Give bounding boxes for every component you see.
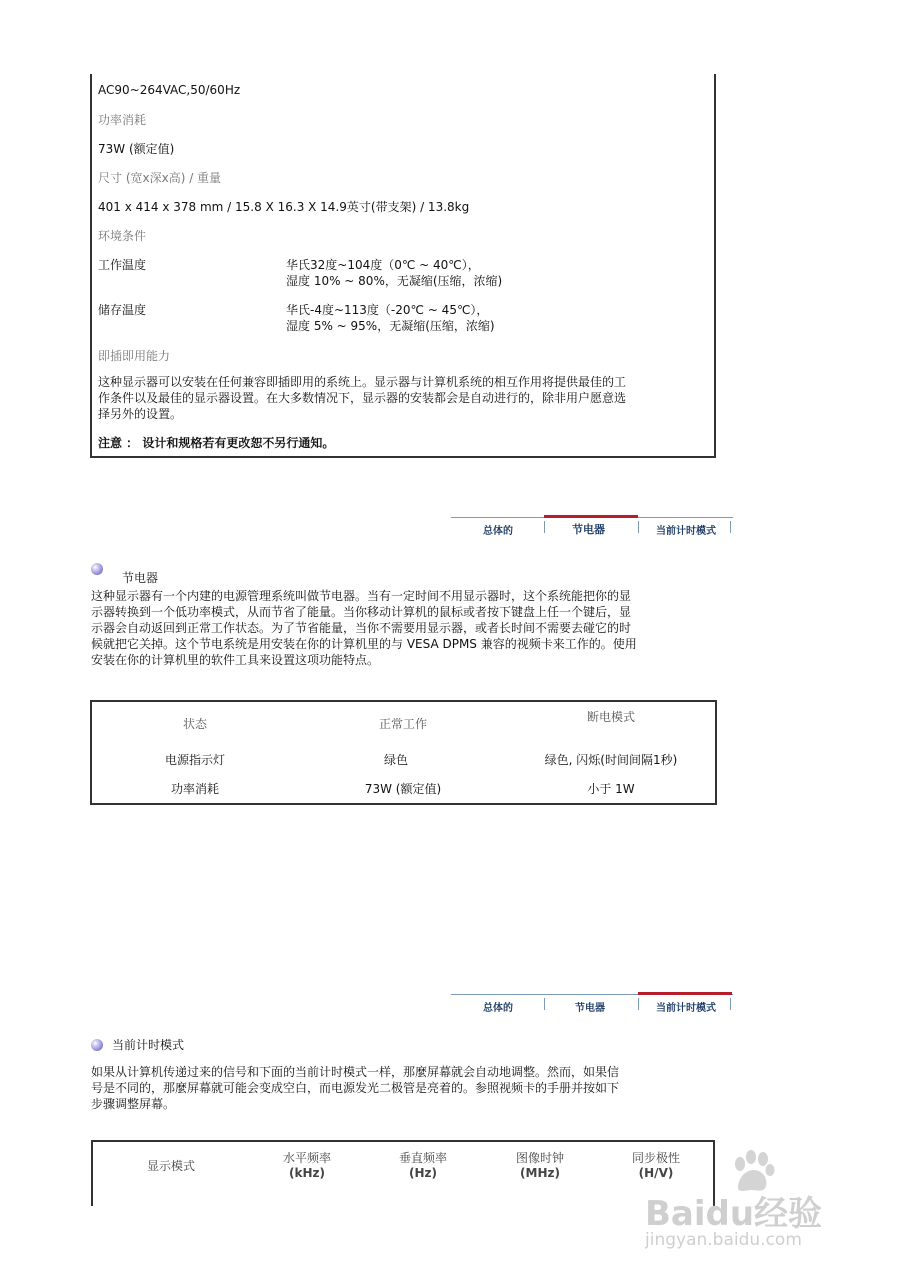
nav-bar-1 xyxy=(451,512,733,537)
timing-table-left-border xyxy=(91,1140,93,1206)
bullet-icon xyxy=(91,1039,103,1051)
tab-timing-modes[interactable]: 当前计时模式 xyxy=(656,526,716,537)
pnp-line2: 作条件以及最佳的显示器设置。在大多数情况下，显示器的安装都会是自动进行的，除非用户愿意选 xyxy=(98,391,627,405)
op-temp-label: 工作温度 xyxy=(98,258,147,272)
timing-header: 垂直频率 xyxy=(398,1151,447,1165)
timing-line1: 如果从计算机传递过来的信号和下面的当前计时模式一样，那麼屏幕就会自动地调整。然而，如果信 xyxy=(91,1065,620,1079)
table-header: 断电模式 xyxy=(586,710,635,724)
timing-header: 图像时钟 xyxy=(515,1151,564,1165)
power-saver-line2: 示器转换到一个低功率模式，从而节省了能量。当你移动计算机的鼠标或者按下键盘上任一个键后，显 xyxy=(91,605,632,619)
table-cell: 绿色, 闪烁(时间间隔1秒) xyxy=(544,753,678,767)
tab-separator xyxy=(638,998,639,1010)
timing-header-unit: (H/V) xyxy=(638,1166,674,1180)
timing-line2: 号是不同的，那麼屏幕就可能会变成空白，而电源发光二极管是亮着的。参照视频卡的手册并按如下 xyxy=(91,1081,620,1095)
table-header: 状态 xyxy=(182,717,207,731)
power-saver-line1: 这种显示器有一个内建的电源管理系统叫做节电器。当有一定时间不用显示器时，这个系统能把你的显 xyxy=(91,589,632,603)
pnp-line3: 择另外的设置。 xyxy=(98,407,183,421)
nav-bar-2 xyxy=(451,989,733,1014)
timing-header-unit: (kHz) xyxy=(289,1166,325,1180)
dimensions-value: 401 x 414 x 378 mm / 15.8 X 16.3 X 14.9英寸(带支架) / 13.8kg xyxy=(98,200,470,214)
watermark-url: jingyan.baidu.com xyxy=(645,1230,802,1250)
tab-separator xyxy=(544,998,545,1010)
tab-separator xyxy=(730,998,731,1010)
tab-separator xyxy=(638,521,639,533)
baidu-watermark xyxy=(645,1150,885,1250)
tab-general[interactable]: 总体的 xyxy=(483,1003,513,1014)
dimensions-label: 尺寸 (宽x深x高) / 重量 xyxy=(98,171,222,185)
timing-line3: 步骤调整屏幕。 xyxy=(91,1097,176,1111)
power-saver-line3: 示器会自动返回到正常工作状态。为了节省能量，当你不需要用显示器，或者长时间不需要去碰它的时 xyxy=(91,621,632,635)
timing-header-unit: (Hz) xyxy=(409,1166,437,1180)
tab-general[interactable]: 总体的 xyxy=(483,526,513,537)
pnp-line1: 这种显示器可以安装在任何兼容即插即用的系统上。显示器与计算机系统的相互作用将提供最佳的工 xyxy=(98,375,627,389)
storage-temp-line1: 华氏-4度~113度（-20℃ ~ 45℃）， xyxy=(286,303,489,317)
nav-active-indicator xyxy=(544,515,638,518)
table-cell: 功率消耗 xyxy=(170,782,219,796)
op-temp-line1: 华氏32度~104度（0℃ ~ 40℃）， xyxy=(286,258,480,272)
tab-power-saver[interactable]: 节电器 xyxy=(572,523,605,536)
tab-separator xyxy=(730,521,731,533)
storage-temp-label: 储存温度 xyxy=(98,303,147,317)
power-value: 73W (额定值) xyxy=(98,142,175,156)
timing-title: 当前计时模式 xyxy=(112,1038,185,1052)
pnp-label: 即插即用能力 xyxy=(98,349,171,363)
power-saver-line4: 候就把它关掉。这个节电系统是用安装在你的计算机里的与 VESA DPMS 兼容的视频卡来工作的。使用 xyxy=(91,637,637,651)
power-saver-title: 节电器 xyxy=(122,571,159,585)
timing-header: 显示模式 xyxy=(146,1159,195,1173)
bullet-icon xyxy=(91,563,103,575)
timing-header: 水平频率 xyxy=(282,1151,331,1165)
table-cell: 绿色 xyxy=(383,753,408,767)
tab-separator xyxy=(544,521,545,533)
op-temp-line2: 湿度 10% ~ 80%，无凝缩(压缩，浓缩) xyxy=(286,274,503,288)
tab-timing-modes[interactable]: 当前计时模式 xyxy=(656,1003,716,1014)
table-cell: 电源指示灯 xyxy=(164,753,225,767)
power-saver-line5: 安装在你的计算机里的软件工具来设置这项功能特点。 xyxy=(91,653,380,667)
env-label: 环境条件 xyxy=(98,229,147,243)
table-cell: 小于 1W xyxy=(587,782,635,796)
timing-header-unit: (MHz) xyxy=(520,1166,560,1180)
watermark-brand: Baidu经验 xyxy=(645,1194,823,1234)
nav-active-indicator xyxy=(638,992,732,995)
tab-power-saver[interactable]: 节电器 xyxy=(575,1003,605,1014)
voltage-value: AC90~264VAC,50/60Hz xyxy=(98,83,241,97)
table-cell: 73W (额定值) xyxy=(364,782,442,796)
power-label: 功率消耗 xyxy=(98,113,147,127)
timing-header: 同步极性 xyxy=(631,1151,680,1165)
notice-text: 注意 ： 设计和规格若有更改恕不另行通知。 xyxy=(98,436,335,450)
storage-temp-line2: 湿度 5% ~ 95%，无凝缩(压缩，浓缩) xyxy=(286,319,495,333)
table-header: 正常工作 xyxy=(378,717,427,731)
timing-table-top-border xyxy=(91,1140,715,1142)
